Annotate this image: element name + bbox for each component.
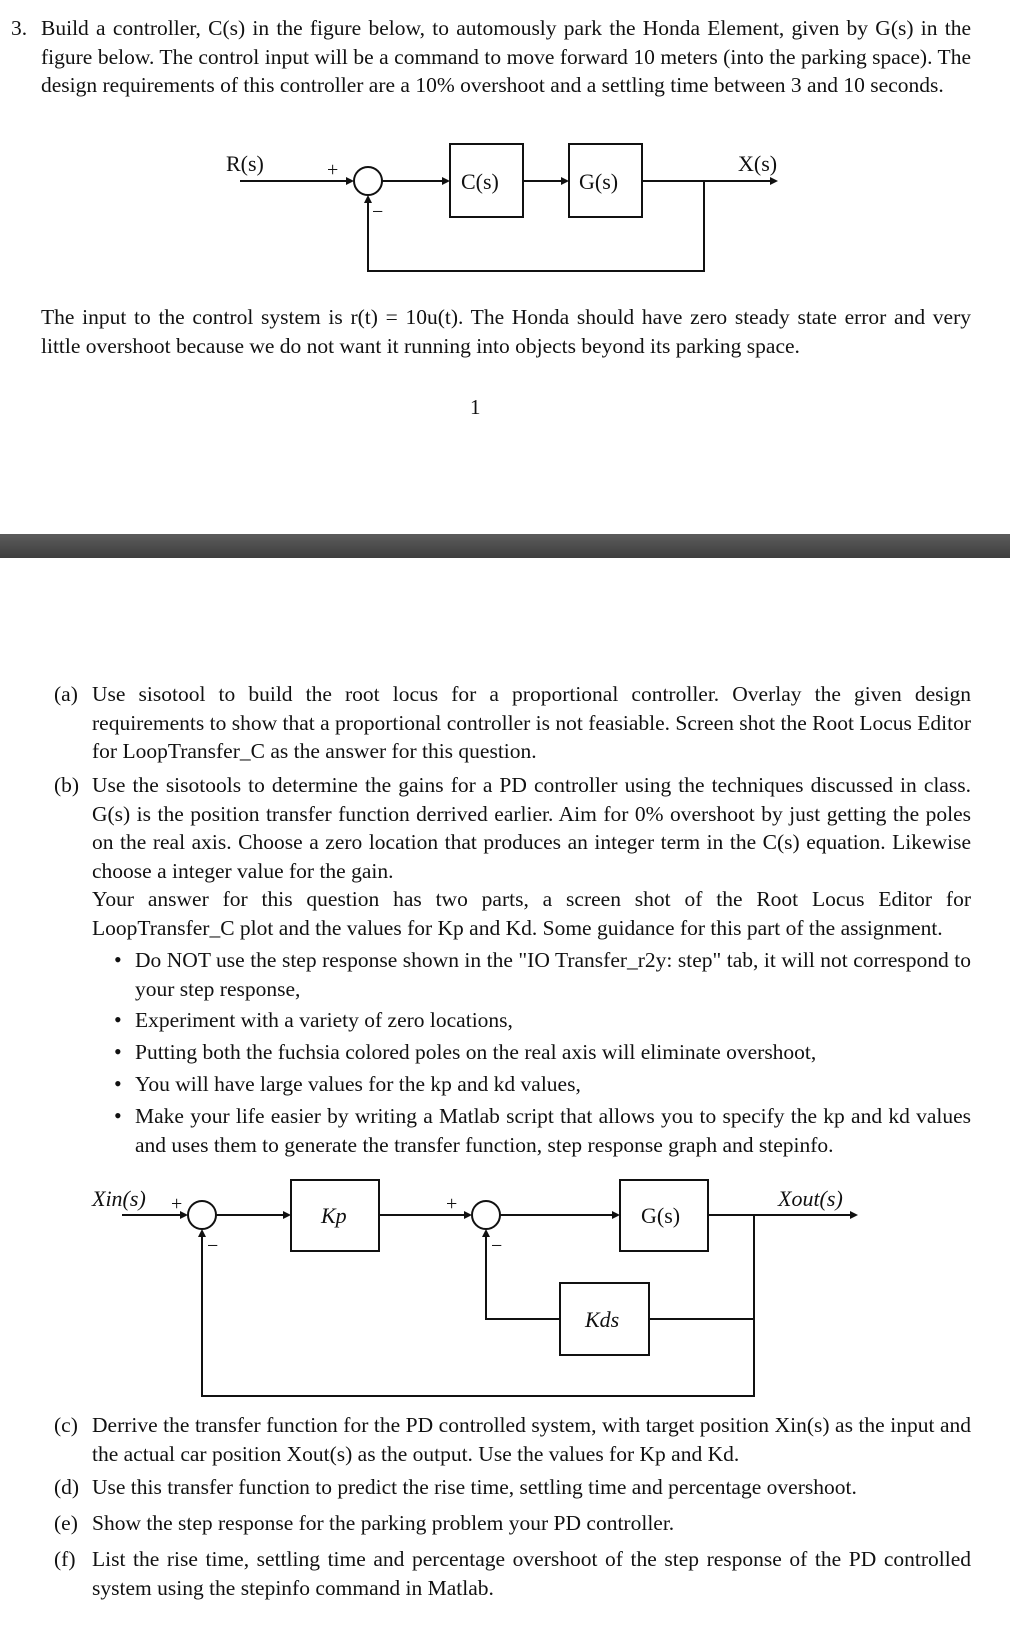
summing-junction: [354, 167, 382, 195]
block-diagram-1: [0, 0, 1010, 534]
part-e-label: (e): [54, 1511, 78, 1535]
summing-junction-2: [472, 1201, 500, 1229]
bullet-item: Putting both the fuchsia colored poles on the real axis will eliminate overshoot,: [135, 1040, 817, 1064]
bullet-item: Make your life easier by writing a Matlab script that allows you to specify the kp and kd values and uses them to generate the transfer function, step response graph and stepinfo.: [135, 1104, 971, 1157]
controller-label: C(s): [461, 169, 499, 194]
plant-label: G(s): [579, 169, 619, 194]
plant-label-2: G(s): [641, 1203, 681, 1228]
part-f-text: List the rise time, settling time and percentage overshoot of the step response of the PD controlled system using the stepinfo command in Matlab.: [92, 1547, 971, 1600]
output-label: X(s): [738, 151, 778, 176]
bullet-item: Do NOT use the step response shown in the "IO Transfer_r2y: step" tab, it will not correspond to your step response,: [135, 948, 971, 1001]
bullet-dot: •: [114, 1071, 122, 1096]
bullet-dot: •: [114, 1007, 122, 1032]
minus-sign: −: [372, 201, 384, 223]
part-e-text: Show the step response for the parking problem your PD controller.: [92, 1511, 675, 1535]
bullet-dot: •: [114, 1039, 122, 1064]
part-c-text: Derrive the transfer function for the PD controlled system, with target position Xin(s) as the input and the actual car position Xout(s) as the output. Use the values for Kp and Kd.: [92, 1413, 971, 1466]
page-divider: [0, 534, 1010, 558]
input-label-2: Xin(s): [92, 1186, 146, 1211]
part-b-text-2: Your answer for this question has two parts, a screen shot of the Root Locus Editor for LoopTransfer_C plot and the values for Kp and Kd. Some guidance for this part of the assignment.: [92, 887, 971, 940]
page-number: 1: [470, 395, 481, 419]
minus-sign-1: −: [207, 1235, 219, 1257]
problem-intro: Build a controller, C(s) in the figure below, to automously park the Honda Element, given by G(s) in the figure below. The control input will be a command to move forward 10 meters (into the parking space). The design requirements of this controller are a 10% overshoot and a settling time between 3 and 10 seconds.: [41, 16, 971, 97]
kd-label: Kds: [585, 1307, 620, 1332]
part-a-label: (a): [54, 682, 78, 706]
page-1: [0, 0, 1010, 534]
part-d-label: (d): [54, 1475, 80, 1499]
input-label: R(s): [226, 151, 264, 176]
minus-sign-2: −: [491, 1235, 503, 1257]
output-label-2: Xout(s): [778, 1186, 843, 1211]
feedback-line: [368, 181, 704, 271]
part-c-label: (c): [54, 1413, 78, 1437]
part-d-text: Use this transfer function to predict the rise time, settling time and percentage overshoot.: [92, 1475, 857, 1499]
problem-number: 3.: [11, 16, 28, 40]
plus-sign-1: +: [171, 1193, 183, 1215]
bullet-item: You will have large values for the kp and kd values,: [135, 1072, 581, 1096]
part-f-label: (f): [54, 1547, 76, 1571]
outer-feedback-line: [202, 1237, 754, 1396]
part-b-label: (b): [54, 773, 80, 797]
bullet-dot: •: [114, 947, 122, 972]
part-b-text: Use the sisotools to determine the gains for a PD controller using the techniques discussed in class. G(s) is the position transfer function derrived earlier. Aim for 0% overshoot by just getting the poles on the real axis. Choose a zero location that produces an integer term in the C(s) equation. Likewise choose a integer value for the gain.: [92, 773, 971, 883]
part-a-text: Use sisotool to build the root locus for a proportional controller. Overlay the given design requirements to show that a proportional controller is not feasiable. Screen shot the Root Locus Editor for LoopTransfer_C as the answer for this question.: [92, 682, 971, 763]
plus-sign: +: [327, 159, 339, 181]
plus-sign-2: +: [446, 1193, 458, 1215]
page-2: [0, 558, 1010, 1626]
summing-junction-1: [188, 1201, 216, 1229]
kp-label: Kp: [321, 1203, 347, 1228]
input-description: The input to the control system is r(t) = 10u(t). The Honda should have zero steady state error and very little overshoot because we do not want it running into objects beyond its parking space.: [41, 305, 971, 358]
bullet-dot: •: [114, 1103, 122, 1128]
bullet-item: Experiment with a variety of zero locations,: [135, 1008, 513, 1032]
